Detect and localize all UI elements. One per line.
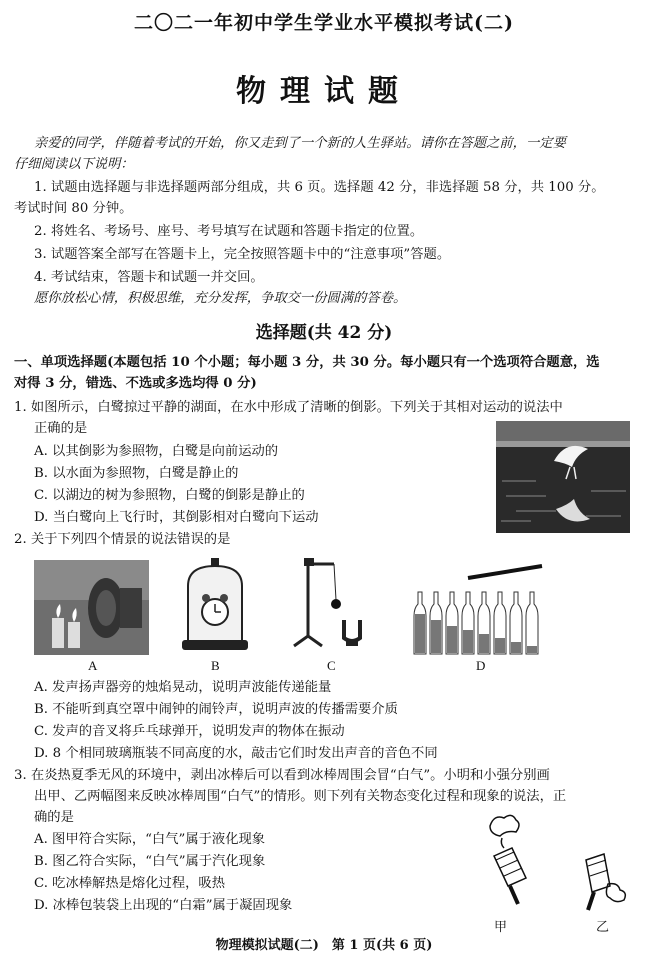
q2-fig-label-d: D bbox=[476, 658, 486, 673]
intro-wish: 愿你放松心情，积极思维，充分发挥，争取交一份圆满的答卷。 bbox=[34, 291, 407, 306]
q2-fig-label-c: C bbox=[327, 658, 336, 673]
q3-option-c: C. 吃冰棒解热是熔化过程，吸热 bbox=[34, 876, 226, 891]
figure-popsicle-jia bbox=[476, 812, 536, 914]
figure-tuning-fork-ball bbox=[284, 556, 374, 656]
figure-speaker-candles bbox=[34, 560, 149, 655]
q2-fig-label-b: B bbox=[211, 658, 220, 673]
q1-option-d: D. 当白鹭向上飞行时，其倒影相对白鹭向下运动 bbox=[34, 510, 319, 525]
intro-item-2: 2. 将姓名、考场号、座号、考号填写在试题和答题卡指定的位置。 bbox=[34, 224, 424, 239]
q3-option-b: B. 图乙符合实际，“白气”属于汽化现象 bbox=[34, 854, 266, 869]
part1-instructions-2: 对得 3 分，错选、不选或多选均得 0 分) bbox=[14, 376, 257, 391]
egret-photo bbox=[496, 421, 630, 533]
q2-option-c: C. 发声的音叉将乒乓球弹开，说明发声的物体在振动 bbox=[34, 724, 345, 739]
q2-option-b: B. 不能听到真空罩中闹钟的闹铃声，说明声波的传播需要介质 bbox=[34, 702, 398, 717]
q3-stem-3: 确的是 bbox=[34, 810, 74, 825]
intro-item-1: 1. 试题由选择题与非选择题两部分组成，共 6 页。选择题 42 分，非选择题 58 分，共 100 分。 bbox=[34, 180, 605, 195]
q2-option-a: A. 发声扬声器旁的烛焰晃动，说明声波能传递能量 bbox=[34, 680, 332, 695]
q1-stem-2: 正确的是 bbox=[34, 421, 88, 436]
q3-option-d: D. 冰棒包装袋上出现的“白霜”属于凝固现象 bbox=[34, 898, 293, 913]
q1-option-c: C. 以湖边的树为参照物，白鹭的倒影是静止的 bbox=[34, 488, 305, 503]
q1-option-b: B. 以水面为参照物，白鹭是静止的 bbox=[34, 466, 239, 481]
q2-stem: 2. 关于下列四个情景的说法错误的是 bbox=[14, 532, 231, 547]
figure-bell-jar-clock bbox=[180, 556, 250, 656]
intro-item-1-cont: 考试时间 80 分钟。 bbox=[14, 201, 133, 216]
q2-option-d: D. 8 个相同玻璃瓶装不同高度的水，敲击它们时发出声音的音色不同 bbox=[34, 746, 438, 761]
q2-fig-label-a: A bbox=[88, 658, 98, 673]
intro-item-3: 3. 试题答案全部写在答题卡上，完全按照答题卡中的“注意事项”答题。 bbox=[34, 247, 451, 262]
q3-stem-2: 出甲、乙两幅图来反映冰棒周围“白气”的情形。则下列有关物态变化过程和现象的说法，正 bbox=[34, 789, 567, 804]
exam-title: 二〇二一年初中学生学业水平模拟考试(二) bbox=[134, 12, 514, 34]
intro-item-4: 4. 考试结束，答题卡和试题一并交回。 bbox=[34, 270, 264, 285]
q1-stem-1: 1. 如图所示，白鹭掠过平静的湖面，在水中形成了清晰的倒影。下列关于其相对运动的说法中 bbox=[14, 400, 563, 415]
figure-popsicle-yi bbox=[570, 850, 636, 916]
intro-greeting-2: 仔细阅读以下说明： bbox=[14, 157, 134, 172]
part1-instructions-1: 一、单项选择题(本题包括 10 个小题；每小题 3 分，共 30 分。每小题只有一个选项符合题意，选 bbox=[14, 355, 600, 370]
page-footer: 物理模拟试题(二) 第 1 页(共 6 页) bbox=[215, 938, 433, 953]
intro-greeting-1: 亲爱的同学，伴随着考试的开始，你又走到了一个新的人生驿站。请你在答题之前，一定要 bbox=[34, 136, 566, 151]
q3-fig-label-jia: 甲 bbox=[494, 919, 508, 934]
q3-stem-1: 3. 在炎热夏季无风的环境中，剥出冰棒后可以看到冰棒周围会冒“白气”。小明和小强分别画 bbox=[14, 768, 550, 783]
figure-water-bottles bbox=[412, 564, 546, 658]
section-title: 选择题(共 42 分) bbox=[255, 323, 393, 343]
q1-option-a: A. 以其倒影为参照物，白鹭是向前运动的 bbox=[34, 444, 279, 459]
q3-option-a: A. 图甲符合实际，“白气”属于液化现象 bbox=[34, 832, 266, 847]
q3-fig-label-yi: 乙 bbox=[596, 919, 610, 934]
subject-title: 物理试题 bbox=[236, 74, 412, 109]
